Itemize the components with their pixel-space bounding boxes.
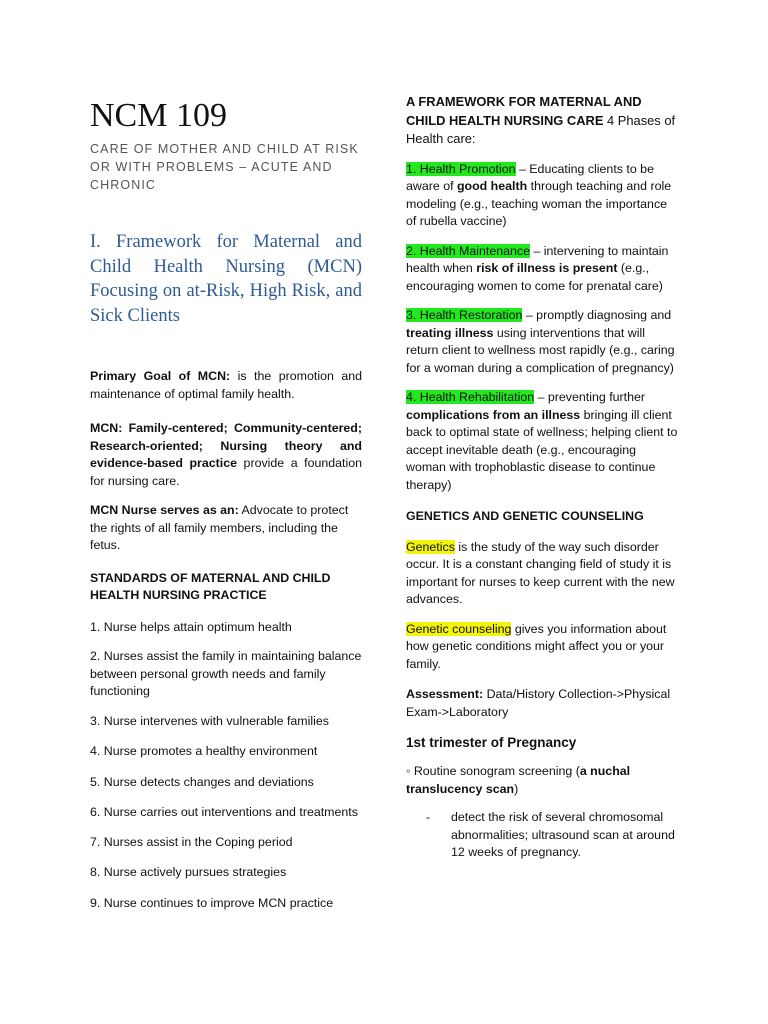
assessment-paragraph	[406, 686, 678, 721]
section-heading: I. Framework for Maternal and Child Health Nursing (MCN) Focusing on at-Risk, High Risk, and Sick Clients	[90, 232, 362, 326]
phase-text: – preventing further	[534, 390, 646, 404]
genetic-counseling-paragraph	[406, 621, 678, 674]
phase-text: – promptly diagnosing and	[522, 308, 672, 322]
phase-label: 2. Health Maintenance	[406, 243, 530, 258]
framework-paragraph	[406, 93, 678, 149]
standards-item: 5. Nurse detects changes and deviations	[90, 774, 314, 789]
sonogram-text-end: )	[514, 781, 519, 796]
phase-label: 1. Health Promotion	[406, 161, 516, 176]
phase-text: through teaching and role modeling (e.g., teaching woman the importance of rubella vaccine)	[406, 179, 672, 228]
phase-item	[406, 389, 678, 494]
phase-bold: complications from an illness	[406, 407, 581, 422]
mcn-nurse-text: Advocate to protect the rights of all family members, including the fetus.	[90, 503, 349, 552]
phase-text: (e.g., encouraging women to come for prenatal care)	[406, 261, 663, 293]
genetics-heading: GENETICS AND GENETIC COUNSELING	[406, 509, 644, 523]
phase-text: – Educating clients to be aware of	[406, 161, 654, 193]
phase-bold: risk of illness is present	[476, 261, 618, 275]
phase-item	[406, 161, 678, 231]
primary-goal-paragraph	[90, 368, 362, 403]
document-title: NCM 109	[90, 97, 227, 134]
trimester-heading: 1st trimester of Pregnancy	[406, 735, 577, 750]
genetics-term: Genetics	[406, 539, 455, 554]
assessment-text: Data/History Collection->Physical Exam->Laboratory	[406, 687, 671, 719]
mcn-nurse-label: MCN Nurse serves as an:	[90, 503, 239, 517]
framework-heading: A FRAMEWORK FOR MATERNAL AND CHILD HEALTH NURSING CARE	[406, 94, 642, 128]
sonogram-bold: a nuchal translucency scan	[406, 764, 631, 796]
sonogram-paragraph	[406, 763, 678, 798]
primary-goal-label: Primary Goal of MCN:	[90, 369, 231, 383]
dash-list-item	[406, 809, 678, 862]
standards-item: 9. Nurse continues to improve MCN practice	[90, 895, 334, 910]
phase-text: using interventions that will return client to wellness most rapidly (e.g., caring for a woman during a complication of pregnancy)	[406, 325, 675, 375]
right-column	[406, 93, 678, 862]
standards-item: 7. Nurses assist in the Coping period	[90, 834, 293, 849]
standards-item: 2. Nurses assist the family in maintaining balance between personal growth needs and family functioning	[90, 649, 362, 698]
mcn-paragraph	[90, 420, 362, 490]
genetic-counseling-term: Genetic counseling	[406, 621, 512, 636]
genetics-text: is the study of the way such disorder occur. It is a constant changing field of study it is important for nurses to keep current with the new advances.	[406, 539, 675, 606]
phase-text: bringing ill client back to optimal state of wellness; helping client to accept inevitable death (e.g., encouraging woman with trophoblastic disease to continue therapy)	[406, 407, 678, 492]
phase-item	[406, 307, 678, 377]
phase-bold: treating illness	[406, 325, 494, 340]
mcn-text: provide a foundation for nursing care.	[90, 456, 362, 488]
phase-bold: good health	[456, 179, 528, 193]
mcn-nurse-paragraph	[90, 502, 362, 555]
genetics-paragraph	[406, 539, 678, 609]
primary-goal-text: is the promotion and maintenance of optimal family health.	[90, 369, 362, 401]
assessment-label: Assessment:	[406, 687, 484, 701]
dash-item-text: detect the risk of several chromosomal abnormalities; ultrasound scan at around 12 weeks of pregnancy.	[451, 810, 675, 859]
dash-bullet: -	[426, 810, 431, 824]
standards-list	[90, 619, 362, 913]
phase-text: – intervening to maintain health when	[406, 243, 669, 275]
mcn-label: MCN:	[90, 421, 123, 435]
document-subtitle: CARE OF MOTHER AND CHILD AT RISK OR WITH PROBLEMS – ACUTE AND CHRONIC	[90, 142, 359, 192]
phase-item	[406, 243, 678, 296]
mcn-bold-text: Family-centered; Community-centered; Research-oriented; Nursing theory and evidence-based practice	[90, 421, 362, 470]
phase-label: 4. Health Rehabilitation	[406, 390, 535, 404]
standards-heading: STANDARDS OF MATERNAL AND CHILD HEALTH NURSING PRACTICE	[90, 570, 331, 602]
sonogram-text: ◦ Routine sonogram screening (	[406, 764, 580, 778]
left-column	[90, 96, 362, 912]
standards-item: 1. Nurse helps attain optimum health	[90, 619, 292, 634]
framework-text: 4 Phases of Health care:	[406, 112, 676, 146]
standards-item: 4. Nurse promotes a healthy environment	[90, 744, 318, 758]
phase-label: 3. Health Restoration	[406, 308, 523, 322]
standards-item: 6. Nurse carries out interventions and treatments	[90, 805, 358, 819]
genetic-counseling-text: gives you information about how genetic conditions might affect you or your family.	[406, 621, 667, 671]
standards-item: 8. Nurse actively pursues strategies	[90, 865, 287, 879]
standards-item: 3. Nurse intervenes with vulnerable families	[90, 713, 329, 728]
